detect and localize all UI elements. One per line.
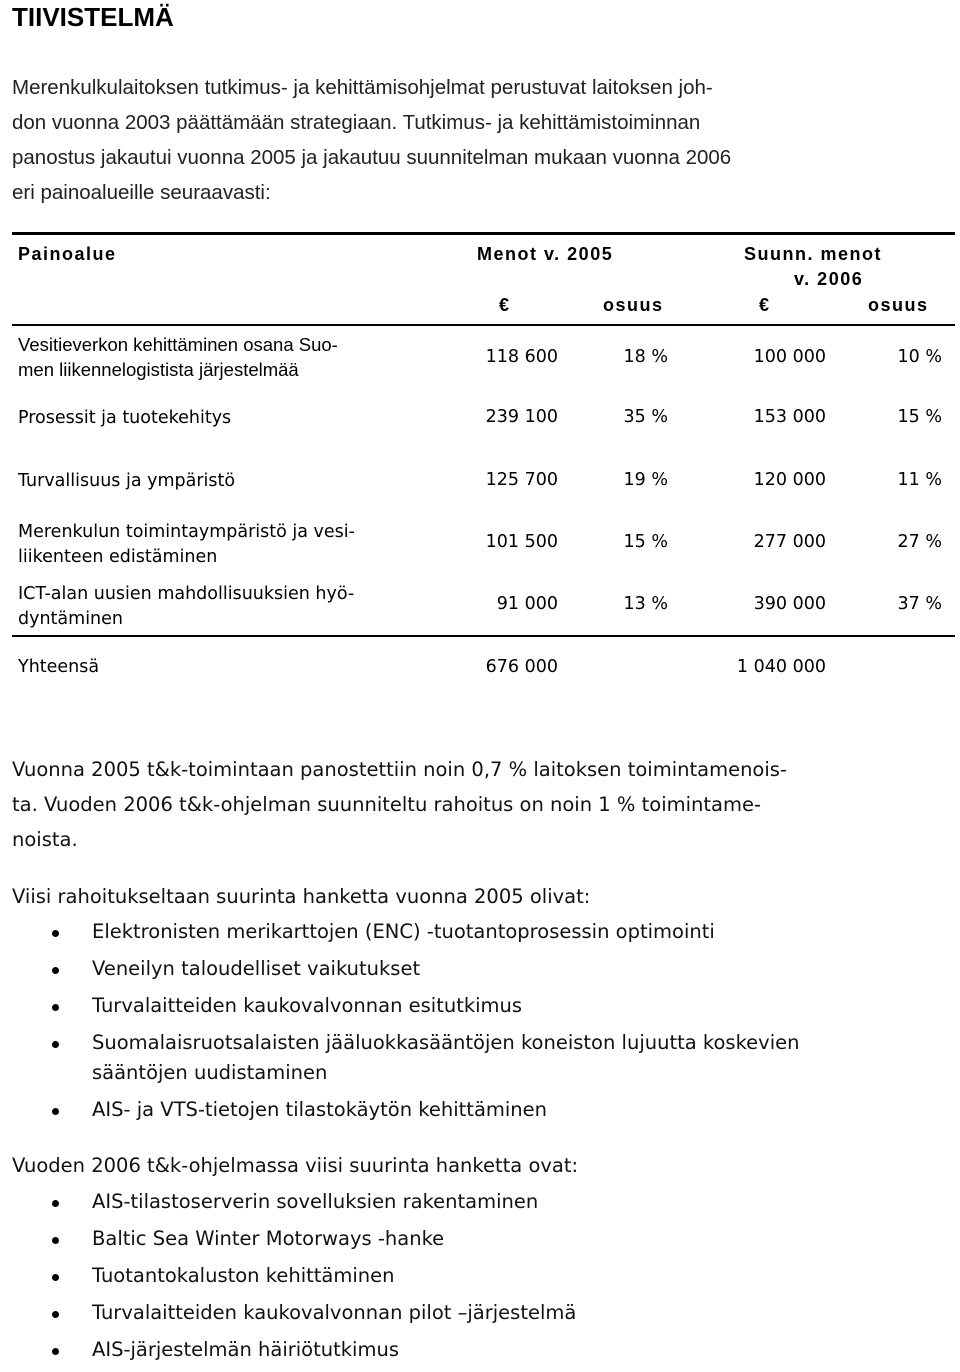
cell-share-2006: 37 % bbox=[897, 594, 942, 614]
list-item: Veneilyn taloudelliset vaikutukset bbox=[12, 954, 932, 984]
bullet-icon bbox=[52, 1237, 59, 1244]
cell-share-2006: 11 % bbox=[897, 470, 942, 490]
cell-share-2005: 13 % bbox=[623, 594, 668, 614]
list-item: AIS-tilastoserverin sovelluksien rakentaminen bbox=[12, 1187, 932, 1217]
cell-eur-2005: 125 700 bbox=[485, 470, 558, 490]
paragraph-projects-2005: Viisi rahoitukseltaan suurinta hanketta vuonna 2005 olivat: bbox=[12, 885, 591, 908]
bullet-icon bbox=[52, 1041, 59, 1048]
page-title: TIIVISTELMÄ bbox=[12, 2, 174, 32]
cell-eur-2006: 277 000 bbox=[753, 532, 826, 552]
list-item: Baltic Sea Winter Motorways -hanke bbox=[12, 1224, 932, 1254]
intro-line: Merenkulkulaitoksen tutkimus- ja kehittämisohjelmat perustuvat laitoksen joh- bbox=[12, 76, 713, 99]
table-row-label: Merenkulun toimintaympäristö ja vesi- liikenteen edistäminen bbox=[18, 522, 355, 567]
cell-eur-2005: 101 500 bbox=[485, 532, 558, 552]
intro-line: don vuonna 2003 päättämään strategiaan. Tutkimus- ja kehittämistoiminnan bbox=[12, 111, 701, 134]
cell-eur-2005: 91 000 bbox=[496, 594, 558, 614]
cell-eur-2006: 120 000 bbox=[753, 470, 826, 490]
list-item: Turvalaitteiden kaukovalvonnan esitutkimus bbox=[12, 991, 932, 1021]
intro-line: eri painoalueille seuraavasti: bbox=[12, 181, 271, 204]
bullet-icon bbox=[52, 1108, 59, 1115]
cell-share-2005: 15 % bbox=[623, 532, 668, 552]
cell-share-2006: 15 % bbox=[897, 407, 942, 427]
list-item: AIS-järjestelmän häiriötutkimus bbox=[12, 1335, 932, 1365]
header-plan-2006: Suunn. menot bbox=[744, 244, 882, 264]
cell-share-2005: 19 % bbox=[623, 470, 668, 490]
header-euro-2006: € bbox=[759, 295, 771, 315]
bullet-icon bbox=[52, 1348, 59, 1355]
table-row-label: Prosessit ja tuotekehitys bbox=[18, 408, 232, 428]
bullet-icon bbox=[52, 1274, 59, 1281]
cell-eur-2006: 100 000 bbox=[753, 347, 826, 367]
paragraph-funding: Vuonna 2005 t&k-toimintaan panostettiin noin 0,7 % laitoksen toimintamenois- ta. Vuoden 2006 t&k-ohjelman suunniteltu rahoitus on noin 1 % toimintame- noista. bbox=[12, 758, 787, 851]
list-item: Elektronisten merikarttojen (ENC) -tuotantoprosessin optimointi bbox=[12, 917, 932, 947]
total-eur-2005: 676 000 bbox=[485, 657, 558, 677]
table-row-label: ICT-alan uusien mahdollisuuksien hyö- dyntäminen bbox=[18, 584, 355, 629]
total-eur-2006: 1 040 000 bbox=[736, 657, 826, 677]
list-item: Turvalaitteiden kaukovalvonnan pilot –järjestelmä bbox=[12, 1298, 932, 1328]
table-top-rule bbox=[12, 232, 955, 235]
list-item: AIS- ja VTS-tietojen tilastokäytön kehittäminen bbox=[12, 1095, 932, 1125]
header-euro-2005: € bbox=[499, 295, 511, 315]
table-row-label: Turvallisuus ja ympäristö bbox=[18, 471, 236, 491]
list-projects-2005 bbox=[12, 917, 932, 1132]
bullet-icon bbox=[52, 1311, 59, 1318]
header-spend-2005: Menot v. 2005 bbox=[477, 244, 614, 264]
table-header-rule bbox=[12, 324, 955, 326]
cell-share-2005: 35 % bbox=[623, 407, 668, 427]
table-row-label: Vesitieverkon kehittäminen osana Suo- men liikennelogistista järjestelmää bbox=[18, 334, 338, 380]
list-item: Tuotantokaluston kehittäminen bbox=[12, 1261, 932, 1291]
bullet-icon bbox=[52, 930, 59, 937]
cell-eur-2006: 153 000 bbox=[753, 407, 826, 427]
bullet-icon bbox=[52, 1004, 59, 1011]
paragraph-projects-2006: Vuoden 2006 t&k-ohjelmassa viisi suurinta hanketta ovat: bbox=[12, 1154, 579, 1177]
list-projects-2006 bbox=[12, 1187, 932, 1372]
cell-eur-2006: 390 000 bbox=[753, 594, 826, 614]
cell-share-2006: 10 % bbox=[897, 347, 942, 367]
budget-table bbox=[12, 232, 955, 638]
header-plan-2006-year: v. 2006 bbox=[794, 269, 864, 289]
header-area: Painoalue bbox=[18, 244, 117, 264]
header-share-2005: osuus bbox=[603, 295, 664, 315]
intro-paragraph bbox=[12, 70, 912, 210]
cell-eur-2005: 239 100 bbox=[485, 407, 558, 427]
intro-line: panostus jakautui vuonna 2005 ja jakautuu suunnitelman mukaan vuonna 2006 bbox=[12, 146, 732, 169]
bullet-icon bbox=[52, 967, 59, 974]
header-share-2006: osuus bbox=[868, 295, 929, 315]
total-label: Yhteensä bbox=[18, 657, 100, 677]
table-bottom-rule bbox=[12, 635, 955, 637]
cell-share-2006: 27 % bbox=[897, 532, 942, 552]
cell-share-2005: 18 % bbox=[623, 347, 668, 367]
list-item: Suomalaisruotsalaisten jääluokkasääntöjen koneiston lujuutta koskevien sääntöjen uudistaminen bbox=[12, 1028, 932, 1088]
bullet-icon bbox=[52, 1200, 59, 1207]
cell-eur-2005: 118 600 bbox=[485, 347, 558, 367]
